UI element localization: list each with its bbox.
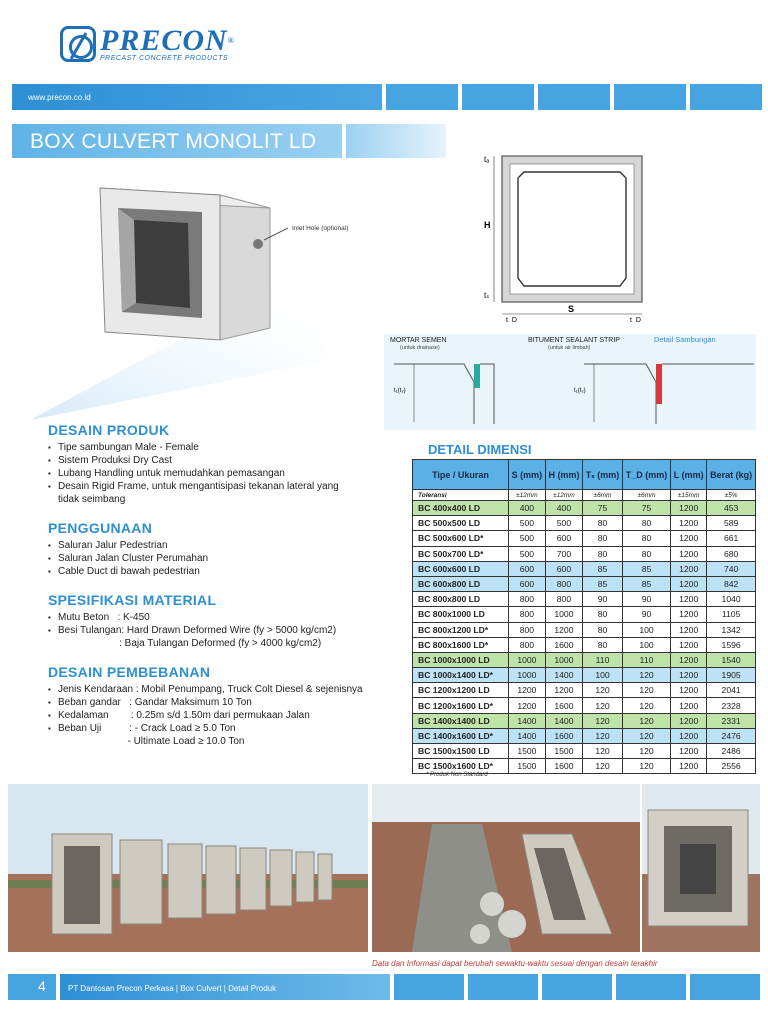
value-cell: 500 xyxy=(545,516,582,531)
mortar-label: MORTAR SEMEN xyxy=(390,337,447,344)
section-item: tidak seimbang xyxy=(58,494,126,505)
section-3 xyxy=(48,664,408,748)
value-cell: 1200 xyxy=(545,683,582,698)
joint-detail-panel xyxy=(384,334,756,430)
value-cell: 1600 xyxy=(545,698,582,713)
type-cell: BC 1500x1600 LD* xyxy=(413,759,509,774)
value-cell: 75 xyxy=(622,501,670,516)
value-cell: 700 xyxy=(545,546,582,561)
box-culvert-illustration xyxy=(30,160,390,420)
value-cell: 120 xyxy=(583,728,623,743)
column-header: H (mm) xyxy=(545,460,582,490)
value-cell: 85 xyxy=(583,576,623,591)
value-cell: 661 xyxy=(707,531,756,546)
registered-mark: ® xyxy=(227,35,235,45)
value-cell: 600 xyxy=(509,576,546,591)
value-cell: 2556 xyxy=(707,759,756,774)
value-cell: 90 xyxy=(583,592,623,607)
value-cell: 120 xyxy=(622,698,670,713)
value-cell: 1400 xyxy=(509,728,546,743)
section-item: ▪ Tipe sambungan Male - Female xyxy=(48,441,408,454)
value-cell: 1500 xyxy=(509,759,546,774)
value-cell: 1200 xyxy=(671,759,707,774)
brand-tagline: PRECAST CONCRETE PRODUCTS xyxy=(100,54,229,62)
value-cell: 800 xyxy=(509,592,546,607)
type-cell: BC 1500x1500 LD xyxy=(413,744,509,759)
value-cell: 842 xyxy=(707,576,756,591)
value-cell: 80 xyxy=(583,622,623,637)
dimension-table xyxy=(412,459,756,774)
table-row xyxy=(413,592,756,607)
type-cell: BC 600x600 LD xyxy=(413,561,509,576)
disclaimer-text: Data dan Informasi dapat berubah sewaktu-waktu sesuai dengan desain terakhir xyxy=(372,959,658,968)
label-span: S xyxy=(568,304,575,314)
value-cell: 1200 xyxy=(671,501,707,516)
section-title: DESAIN PEMBEBANAN xyxy=(48,664,211,680)
value-cell: 1000 xyxy=(545,652,582,667)
photo-installation-row xyxy=(8,784,368,952)
table-row xyxy=(413,576,756,591)
table-row xyxy=(413,622,756,637)
value-cell: 120 xyxy=(622,668,670,683)
value-cell: 1000 xyxy=(509,668,546,683)
value-cell: 740 xyxy=(707,561,756,576)
website-link[interactable]: www.precon.co.id xyxy=(12,84,382,110)
label-t-bottom: tₛ xyxy=(484,291,490,300)
label-t-top: tₐ xyxy=(484,155,490,164)
value-cell: 85 xyxy=(622,576,670,591)
table-row xyxy=(413,713,756,728)
tolerance-cell: ±15mm xyxy=(671,490,707,501)
value-cell: 800 xyxy=(509,607,546,622)
section-title: DESAIN PRODUK xyxy=(48,422,170,438)
section-0 xyxy=(48,422,408,506)
value-cell: 90 xyxy=(622,592,670,607)
section-item: ▪ Saluran Jalan Cluster Perumahan xyxy=(48,552,408,565)
value-cell: 120 xyxy=(622,744,670,759)
value-cell: 600 xyxy=(545,561,582,576)
value-cell: 500 xyxy=(509,531,546,546)
tolerance-cell: ±6mm xyxy=(583,490,623,501)
value-cell: 1200 xyxy=(671,698,707,713)
section-2 xyxy=(48,592,408,650)
value-cell: 1200 xyxy=(671,561,707,576)
value-cell: 1200 xyxy=(671,622,707,637)
value-cell: 453 xyxy=(707,501,756,516)
tolerance-cell: ±12mm xyxy=(509,490,546,501)
value-cell: 120 xyxy=(583,683,623,698)
value-cell: 100 xyxy=(622,622,670,637)
value-cell: 1400 xyxy=(545,668,582,683)
value-cell: 80 xyxy=(622,546,670,561)
value-cell: 500 xyxy=(509,516,546,531)
value-cell: 1040 xyxy=(707,592,756,607)
tolerance-cell: ±6mm xyxy=(622,490,670,501)
value-cell: 80 xyxy=(622,516,670,531)
value-cell: 800 xyxy=(545,576,582,591)
precon-logo xyxy=(60,23,235,62)
value-cell: 1200 xyxy=(671,668,707,683)
value-cell: 1400 xyxy=(545,713,582,728)
value-cell: 1500 xyxy=(509,744,546,759)
type-cell: BC 400x400 LD xyxy=(413,501,509,516)
table-row xyxy=(413,698,756,713)
table-row xyxy=(413,683,756,698)
value-cell: 600 xyxy=(509,561,546,576)
section-item: ▪ Beban gandar : Gandar Maksimum 10 Ton xyxy=(48,696,408,709)
value-cell: 1600 xyxy=(545,759,582,774)
photo-trench-installation xyxy=(372,784,640,952)
value-cell: 1540 xyxy=(707,652,756,667)
value-cell: 80 xyxy=(583,546,623,561)
section-item: ▪ Lubang Handling untuk memudahkan pemasangan xyxy=(48,467,408,480)
thickness-label-left: t₁(t₂) xyxy=(394,388,406,394)
section-item: : Baja Tulangan Deformed (fy > 4000 kg/cm2) xyxy=(58,638,322,649)
value-cell: 120 xyxy=(622,728,670,743)
value-cell: 600 xyxy=(545,531,582,546)
type-cell: BC 500x700 LD* xyxy=(413,546,509,561)
column-header: T_D (mm) xyxy=(622,460,670,490)
bitument-label: BITUMENT SEALANT STRIP xyxy=(528,337,620,344)
type-cell: BC 1000x1400 LD* xyxy=(413,668,509,683)
value-cell: 1200 xyxy=(671,546,707,561)
type-cell: BC 600x800 LD xyxy=(413,576,509,591)
table-row xyxy=(413,668,756,683)
value-cell: 85 xyxy=(583,561,623,576)
tolerance-cell: ±12mm xyxy=(545,490,582,501)
type-cell: BC 1400x1400 LD xyxy=(413,713,509,728)
value-cell: 1000 xyxy=(545,607,582,622)
value-cell: 80 xyxy=(583,607,623,622)
value-cell: 1200 xyxy=(671,607,707,622)
table-footnote: * Produk Non Standard xyxy=(426,772,488,778)
table-row xyxy=(413,607,756,622)
value-cell: 1200 xyxy=(671,744,707,759)
table-row xyxy=(413,744,756,759)
value-cell: 800 xyxy=(509,622,546,637)
type-cell: BC 1400x1600 LD* xyxy=(413,728,509,743)
footer-banner xyxy=(8,974,760,1000)
value-cell: 1600 xyxy=(545,728,582,743)
value-cell: 680 xyxy=(707,546,756,561)
type-cell: BC 800x800 LD xyxy=(413,592,509,607)
value-cell: 1200 xyxy=(671,592,707,607)
photo-culvert-tunnel xyxy=(642,784,760,952)
value-cell: 1200 xyxy=(671,637,707,652)
thickness-label-right: t₁(t₂) xyxy=(574,388,586,394)
value-cell: 80 xyxy=(583,516,623,531)
brand-name: PRECON xyxy=(100,23,228,57)
section-item: ▪ Mutu Beton : K-450 xyxy=(48,611,408,624)
value-cell: 2486 xyxy=(707,744,756,759)
precon-logo-icon xyxy=(60,26,96,62)
value-cell: 1200 xyxy=(509,698,546,713)
table-row xyxy=(413,637,756,652)
value-cell: 120 xyxy=(583,744,623,759)
table-title: DETAIL DIMENSI xyxy=(428,442,532,457)
section-item: ▪ Desain Rigid Frame, untuk mengantisipasi tekanan lateral yang xyxy=(48,480,408,493)
value-cell: 1105 xyxy=(707,607,756,622)
value-cell: 1200 xyxy=(671,576,707,591)
value-cell: 2328 xyxy=(707,698,756,713)
value-cell: 120 xyxy=(583,698,623,713)
value-cell: 100 xyxy=(583,668,623,683)
value-cell: 1000 xyxy=(509,652,546,667)
top-banner xyxy=(12,84,762,110)
value-cell: 1500 xyxy=(545,744,582,759)
section-item: ▪ Kedalaman : 0.25m s/d 1.50m dari permukaan Jalan xyxy=(48,709,408,722)
section-item: ▪ Sistem Produksi Dry Cast xyxy=(48,454,408,467)
label-height: H xyxy=(484,220,491,230)
table-row xyxy=(413,728,756,743)
value-cell: 1200 xyxy=(509,683,546,698)
value-cell: 120 xyxy=(622,759,670,774)
section-item: ▪ Cable Duct di bawah pedestrian xyxy=(48,565,408,578)
value-cell: 1200 xyxy=(671,713,707,728)
mortar-sub-label: (untuk drainase) xyxy=(400,345,440,351)
value-cell: 1200 xyxy=(671,516,707,531)
value-cell: 1200 xyxy=(671,652,707,667)
section-title: PENGGUNAAN xyxy=(48,520,153,536)
type-cell: BC 1000x1000 LD xyxy=(413,652,509,667)
value-cell: 110 xyxy=(622,652,670,667)
type-cell: BC 500x500 LD xyxy=(413,516,509,531)
page-number: 4 xyxy=(38,978,46,994)
label-t-right: t_D xyxy=(630,317,641,323)
value-cell: 1200 xyxy=(671,531,707,546)
column-header: Berat (kg) xyxy=(707,460,756,490)
table-row xyxy=(413,501,756,516)
footer-text: PT Dantosan Precon Perkasa | Box Culvert | Detail Produk xyxy=(60,974,390,1000)
value-cell: 400 xyxy=(509,501,546,516)
type-cell: BC 800x1600 LD* xyxy=(413,637,509,652)
section-item: ▪ Jenis Kendaraan : Mobil Penumpang, Truck Colt Diesel & sejenisnya xyxy=(48,683,408,696)
section-item: ▪ Besi Tulangan: Hard Drawn Deformed Wire (fy > 5000 kg/cm2) xyxy=(48,624,408,637)
inlet-hole-label: Inlet Hole (optional) xyxy=(292,225,349,232)
table-row xyxy=(413,652,756,667)
section-item: ▪ Beban Uji : - Crack Load ≥ 5.0 Ton xyxy=(48,722,408,735)
value-cell: 120 xyxy=(583,713,623,728)
value-cell: 1200 xyxy=(545,622,582,637)
value-cell: 800 xyxy=(545,592,582,607)
value-cell: 1600 xyxy=(545,637,582,652)
product-sections xyxy=(48,422,408,762)
value-cell: 2476 xyxy=(707,728,756,743)
tolerance-row xyxy=(413,490,756,501)
type-cell: BC 800x1200 LD* xyxy=(413,622,509,637)
value-cell: 1596 xyxy=(707,637,756,652)
value-cell: 1905 xyxy=(707,668,756,683)
column-header: Tₛ (mm) xyxy=(583,460,623,490)
value-cell: 1200 xyxy=(671,683,707,698)
type-cell: BC 1200x1200 LD xyxy=(413,683,509,698)
value-cell: 400 xyxy=(545,501,582,516)
value-cell: 1342 xyxy=(707,622,756,637)
value-cell: 2331 xyxy=(707,713,756,728)
type-cell: BC 1200x1600 LD* xyxy=(413,698,509,713)
value-cell: 80 xyxy=(583,637,623,652)
joint-detail-title: Detail Sambungan xyxy=(654,335,716,344)
table-row xyxy=(413,516,756,531)
section-1 xyxy=(48,520,408,578)
value-cell: 2041 xyxy=(707,683,756,698)
column-header: Tipe / Ukuran xyxy=(413,460,509,490)
value-cell: 85 xyxy=(622,561,670,576)
table-row xyxy=(413,546,756,561)
value-cell: 500 xyxy=(509,546,546,561)
value-cell: 90 xyxy=(622,607,670,622)
section-item: ▪ Saluran Jalur Pedestrian xyxy=(48,539,408,552)
cross-section-drawing xyxy=(470,148,670,323)
value-cell: 120 xyxy=(622,713,670,728)
value-cell: 1400 xyxy=(509,713,546,728)
value-cell: 589 xyxy=(707,516,756,531)
tolerance-cell: ±5% xyxy=(707,490,756,501)
value-cell: 100 xyxy=(622,637,670,652)
type-cell: BC 500x600 LD* xyxy=(413,531,509,546)
value-cell: 75 xyxy=(583,501,623,516)
value-cell: 120 xyxy=(583,759,623,774)
table-header-row xyxy=(413,460,756,490)
bitument-sub-label: (untuk air limbah) xyxy=(548,345,591,351)
value-cell: 80 xyxy=(622,531,670,546)
value-cell: 80 xyxy=(583,531,623,546)
tolerance-cell: Toleransi xyxy=(413,490,509,501)
table-row xyxy=(413,531,756,546)
value-cell: 110 xyxy=(583,652,623,667)
column-header: S (mm) xyxy=(509,460,546,490)
type-cell: BC 800x1000 LD xyxy=(413,607,509,622)
section-item: - Ultimate Load ≥ 10.0 Ton xyxy=(58,736,245,747)
value-cell: 800 xyxy=(509,637,546,652)
value-cell: 1200 xyxy=(671,728,707,743)
table-row xyxy=(413,561,756,576)
section-title: SPESIFIKASI MATERIAL xyxy=(48,592,217,608)
value-cell: 120 xyxy=(622,683,670,698)
column-header: L (mm) xyxy=(671,460,707,490)
page-title: BOX CULVERT MONOLIT LD xyxy=(12,124,342,158)
label-t-left: t_D xyxy=(506,317,517,323)
